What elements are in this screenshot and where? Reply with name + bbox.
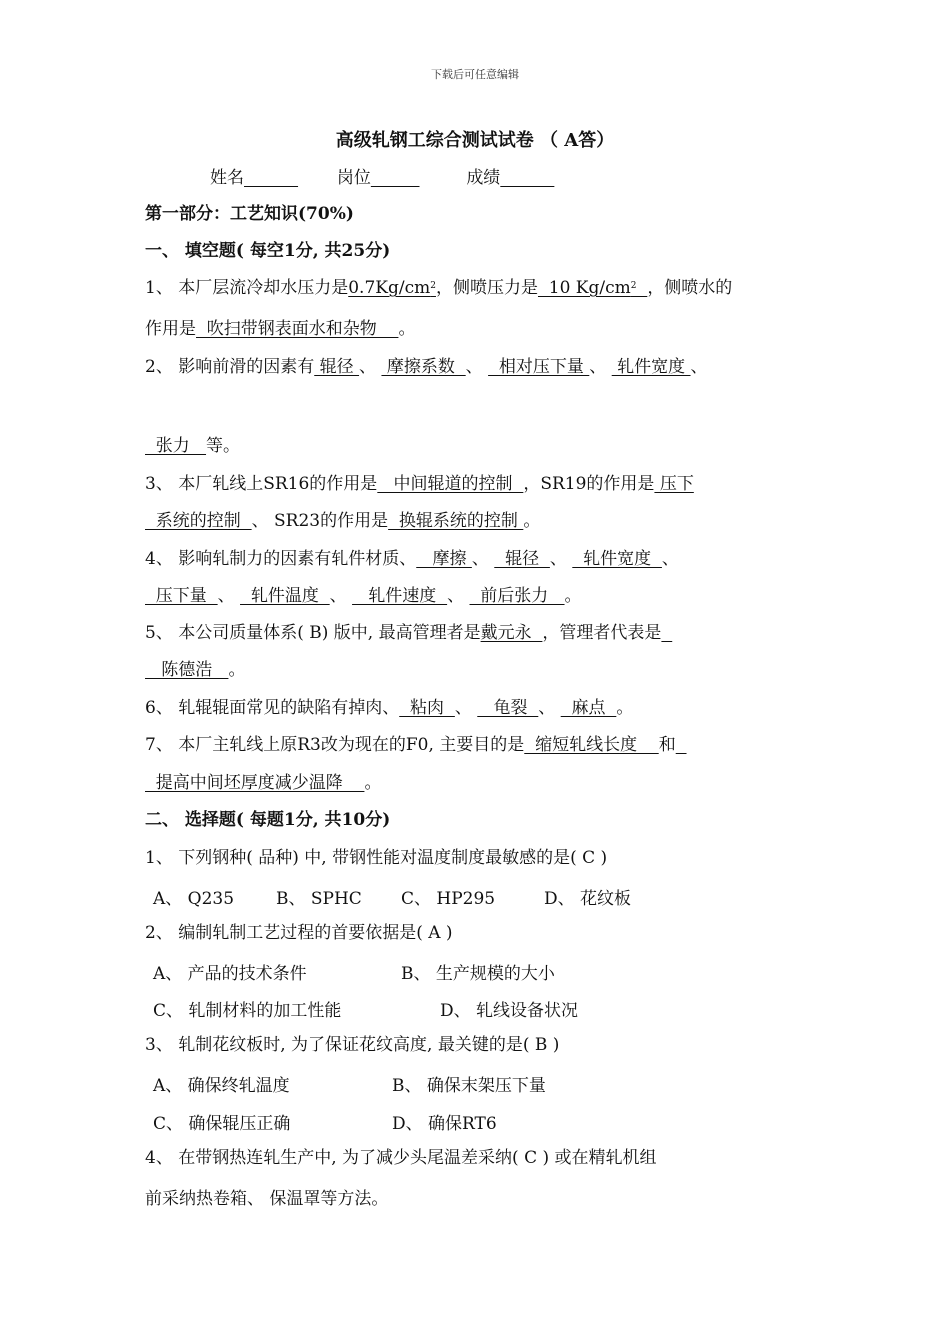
name-blank[interactable] [244, 168, 298, 188]
choice4-question-cont: 前采纳热卷箱、 保温罩等方法。 [145, 1189, 389, 1209]
choice2-option-c[interactable]: C、 轧制材料的加工性能 [153, 1001, 342, 1021]
q7-answer-1: 缩短轧线长度 [524, 735, 659, 755]
choice3-option-c[interactable]: C、 确保辊压正确 [153, 1114, 291, 1134]
choice1-question: 1、 下列钢种( 品种) 中, 带钢性能对温度制度最敏感的是( C ) [145, 848, 608, 868]
q2-line1: 2、 影响前滑的因素有 辊径 、 摩擦系数 、 相对压下量 、 轧件宽度 、 [145, 357, 708, 377]
q1-line2: 作用是 吹扫带钢表面水和杂物 。 [145, 319, 416, 339]
q4-answer-5: 轧件温度 [240, 586, 330, 606]
q4-answer-3: 轧件宽度 [572, 549, 662, 569]
page-title: 高级轧钢工综合测试试卷 （ A答） [335, 130, 615, 151]
q5-line1: 5、 本公司质量体系( B) 版中, 最高管理者是戴元永 ，管理者代表是 [145, 622, 672, 644]
choice2-option-b[interactable]: B、 生产规模的大小 [401, 964, 555, 984]
choice2-option-d[interactable]: D、 轧线设备状况 [440, 1001, 579, 1021]
header-note: 下载后可任意编辑 [431, 68, 519, 81]
q4-answer-6: 轧件速度 [352, 586, 448, 606]
q2-answer-3: 相对压下量 [488, 357, 590, 377]
q4-answer-4: 压下量 [145, 586, 218, 606]
q3-answer-1: 中间辊道的控制 [377, 474, 524, 494]
name-label: 姓名 [210, 168, 244, 188]
choice1-option-c[interactable]: C、 HP295 [401, 889, 496, 909]
q3-answer-3: 换辊系统的控制 [388, 511, 524, 531]
post-label: 岗位 [336, 168, 371, 188]
q2-answer-1: 辊径 [314, 357, 360, 377]
section2-heading: 二、 选择题( 每题1分, 共10分) [145, 810, 391, 830]
q5-answer-2a [661, 623, 672, 643]
q4-answer-1: 摩擦 [416, 549, 472, 569]
score-blank[interactable] [500, 168, 554, 188]
q4-answer-2: 辊径 [494, 549, 550, 569]
choice3-option-b[interactable]: B、 确保末架压下量 [392, 1076, 546, 1096]
q2-answer-4: 轧件宽度 [611, 357, 691, 377]
score-label: 成绩 [466, 168, 501, 188]
q4-line1: 4、 影响轧制力的因素有轧件材质、 摩擦 、 辊径 、 轧件宽度 、 [145, 549, 679, 569]
q1-answer-2: 10 $Kg/cm^2$ [537, 278, 637, 298]
q6-line: 6、 轧辊辊面常见的缺陷有掉肉、 粘肉 、 龟裂 、 麻点 。 [145, 698, 634, 718]
post-blank[interactable] [371, 168, 420, 188]
choice3-question: 3、 轧制花纹板时, 为了保证花纹高度, 最关键的是( B ) [145, 1035, 560, 1055]
choice3-option-a[interactable]: A、 确保终轧温度 [153, 1076, 290, 1096]
q2-line2: 张力 等。 [145, 436, 241, 456]
part1-heading: 第一部分：工艺知识(70%) [145, 204, 354, 224]
q7-answer-2b: 提高中间坯厚度减少温降 [145, 773, 365, 793]
section1-heading: 一、 填空题( 每空1分, 共25分) [145, 241, 391, 261]
q3-answer-2a: 压下 [654, 474, 694, 494]
info-row [210, 163, 554, 188]
q7-line2: 提高中间坯厚度减少温降 。 [145, 773, 382, 793]
q3-answer-2b: 系统的控制 [145, 511, 252, 531]
choice2-option-a[interactable]: A、 产品的技术条件 [153, 964, 307, 984]
q6-answer-1: 粘肉 [399, 698, 455, 718]
choice3-option-d[interactable]: D、 确保RT6 [392, 1114, 497, 1134]
q1-answer-1: $0.7Kg/cm^2$ [348, 278, 436, 298]
q6-answer-3: 麻点 [560, 698, 617, 718]
q4-line2: 压下量 、 轧件温度 、 轧件速度 、 前后张力 。 [145, 586, 582, 606]
q5-answer-1: 戴元永 [480, 623, 543, 643]
q3-line2: 系统的控制 、 SR23的作用是 换辊系统的控制 。 [145, 511, 541, 531]
q1-answer-3: 吹扫带钢表面水和杂物 [196, 319, 399, 339]
q2-answer-5: 张力 [145, 436, 207, 456]
q7-line1: 7、 本厂主轧线上原R3改为现在的F0, 主要目的是 缩短轧线长度 和 [145, 734, 687, 756]
q4-answer-7: 前后张力 [469, 586, 565, 606]
choice1-option-a[interactable]: A、 Q235 [153, 889, 235, 909]
q5-line2: 陈德浩 。 [145, 660, 246, 680]
choice1-option-b[interactable]: B、 SPHC [276, 889, 362, 909]
q7-answer-2a [676, 735, 687, 755]
q1-line1: 1、 本厂层流冷却水压力是$0.7Kg/cm^2$，侧喷压力是 10 $Kg/cm^2$ ，侧喷水的 [145, 278, 733, 298]
choice4-question: 4、 在带钢热连轧生产中, 为了减少头尾温差采纳( C ) 或在精轧机组 [145, 1148, 657, 1168]
q2-answer-2: 摩擦系数 [381, 357, 466, 377]
q6-answer-2: 龟裂 [477, 698, 539, 718]
q3-line1: 3、 本厂轧线上SR16的作用是 中间辊道的控制 ，SR19的作用是 压下 [145, 474, 694, 494]
q5-answer-2b: 陈德浩 [145, 660, 229, 680]
choice2-question: 2、 编制轧制工艺过程的首要依据是( A ) [145, 923, 453, 943]
choice1-option-d[interactable]: D、 花纹板 [544, 889, 632, 909]
